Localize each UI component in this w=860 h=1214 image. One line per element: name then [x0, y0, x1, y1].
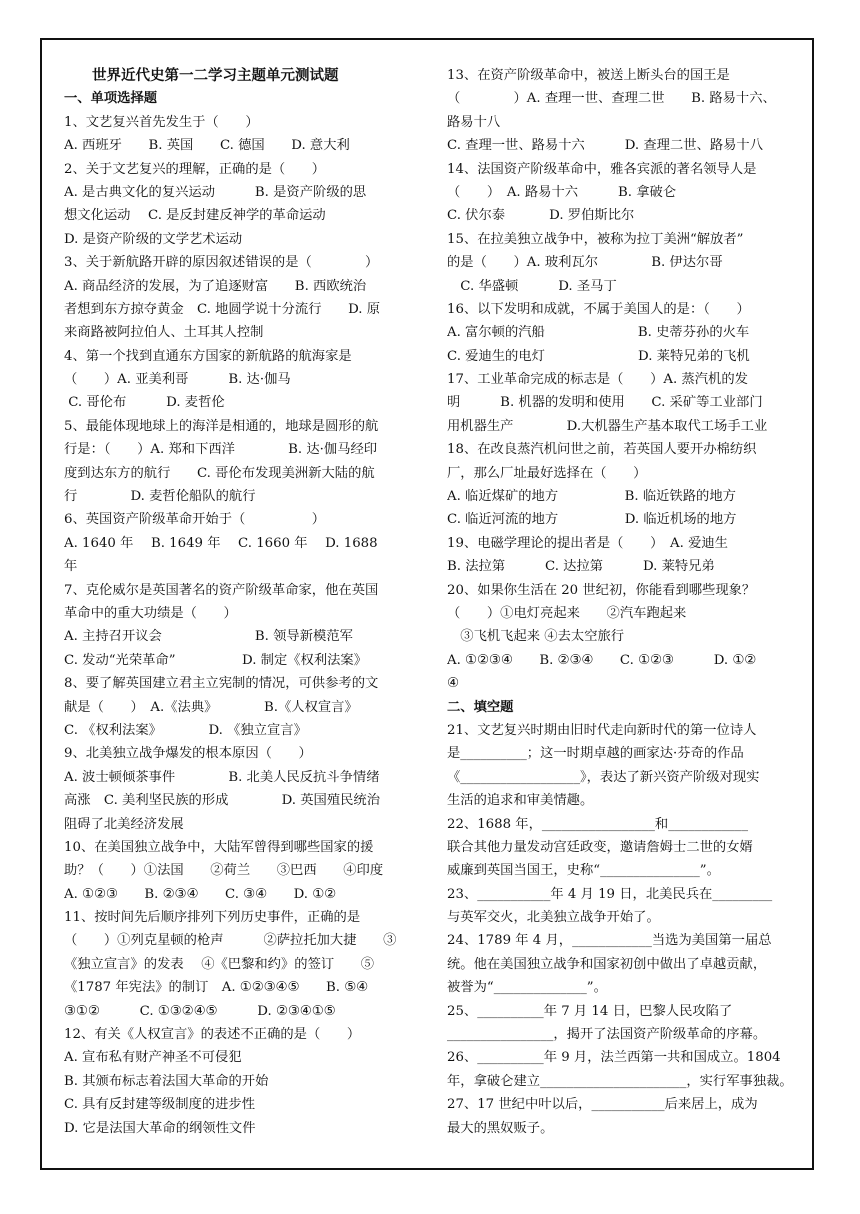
question-6-options: 年 — [64, 559, 78, 575]
question-22: 威廉到英国当国王，史称“_______________”。 — [447, 863, 720, 879]
question-7: 7、克伦威尔是英国著名的资产阶级革命家，他在英国 — [64, 582, 379, 598]
question-16: 16、以下发明和成就，不属于美国人的是：（ ） — [447, 301, 750, 317]
question-2-options: A. 是古典文化的复兴运动 B. 是资产阶级的思 — [64, 184, 367, 200]
question-5-options: 行是：（ ）A. 郑和下西洋 B. 达·伽马经印 — [64, 442, 378, 458]
question-2: 2、关于文艺复兴的理解，正确的是（ ） — [64, 161, 326, 177]
question-9-options: 高涨 C. 美利坚民族的形成 D. 英国殖民统治 — [64, 793, 381, 809]
question-27: 27、17 世纪中叶以后，___________后来居上，成为 — [447, 1097, 758, 1113]
question-7-options: C. 发动“光荣革命” D. 制定《权利法案》 — [64, 652, 368, 668]
question-26: 26、__________年 9 月，法兰西第一共和国成立。1804 — [447, 1050, 781, 1066]
question-1-options: A. 西班牙 B. 英国 C. 德国 D. 意大利 — [64, 138, 350, 154]
question-21: 生活的追求和审美情趣。 — [447, 793, 594, 809]
question-15-options: C. 华盛顿 D. 圣马丁 — [447, 278, 617, 294]
question-3-options: 来商路被阿拉伯人、土耳其人控制 — [64, 325, 264, 341]
question-11: （ ）①列克星顿的枪声 ②萨拉托加大捷 ③ — [64, 933, 397, 949]
question-11: 11、按时间先后顺序排列下列历史事件，正确的是 — [64, 910, 361, 926]
question-13-options: （ ）A. 查理一世、查理二世 B. 路易十六、 — [447, 91, 776, 107]
question-7-options: A. 主持召开议会 B. 领导新模范军 — [64, 629, 353, 645]
question-13-options: 路易十八 — [447, 114, 501, 130]
question-5-options: 行 D. 麦哲伦船队的航行 — [64, 489, 256, 505]
question-21: 是__________；这一时期卓越的画家达·芬奇的作品 — [447, 746, 744, 762]
question-8: 8、要了解英国建立君主立宪制的情况，可供参考的文 — [64, 676, 379, 692]
question-4-options: C. 哥伦布 D. 麦哲伦 — [64, 395, 225, 411]
question-21: 21、文艺复兴时期由旧时代走向新时代的第一位诗人 — [447, 722, 757, 738]
question-12-options: D. 它是法国大革命的纲领性文件 — [64, 1120, 256, 1136]
question-12-options: B. 其颁布标志着法国大革命的开始 — [64, 1073, 269, 1089]
question-7: 革命中的重大功绩是（ ） — [64, 605, 237, 621]
section-heading-choice: 一、单项选择题 — [64, 91, 158, 107]
question-11-options: ③①② C. ①③②④⑤ D. ②③④①⑤ — [64, 1003, 336, 1019]
question-19-options: B. 法拉第 C. 达拉第 D. 莱特兄弟 — [447, 559, 715, 575]
question-20-options: A. ①②③④ B. ②③④ C. ①②③ D. ①② — [447, 652, 757, 668]
question-18-options: C. 临近河流的地方 D. 临近机场的地方 — [447, 512, 737, 528]
question-10: 助？（ ）①法国 ②荷兰 ③巴西 ④印度 — [64, 863, 384, 879]
right-column — [447, 64, 795, 1140]
question-20: ③飞机飞起来 ④去太空旅行 — [447, 629, 625, 645]
question-4-options: （ ）A. 亚美利哥 B. 达·伽马 — [64, 372, 291, 388]
question-27: 最大的黑奴贩子。 — [447, 1120, 554, 1136]
question-10-options: A. ①②③ B. ②③④ C. ③④ D. ①② — [64, 886, 337, 902]
question-25: 25、__________年 7 月 14 日，巴黎人民攻陷了 — [447, 1003, 733, 1019]
question-11-options: 《1787 年宪法》的制订 A. ①②③④⑤ B. ⑤④ — [64, 980, 369, 996]
question-13-options: C. 查理一世、路易十六 D. 查理二世、路易十八 — [447, 138, 764, 154]
question-17-options: 明 B. 机器的发明和使用 C. 采矿等工业部门 — [447, 395, 763, 411]
question-16-options: A. 富尔顿的汽船 B. 史蒂芬孙的火车 — [447, 325, 750, 341]
question-22: 22、1688 年，_________________和____________ — [447, 816, 748, 832]
question-17: 17、工业革命完成的标志是（ ）A. 蒸汽机的发 — [447, 372, 748, 388]
question-9-options: A. 波士顿倾茶事件 B. 北美人民反抗斗争情绪 — [64, 769, 380, 785]
question-18: 18、在改良蒸汽机问世之前，若英国人要开办棉纺织 — [447, 442, 757, 458]
question-20-options: ④ — [447, 676, 459, 692]
question-11: 《独立宣言》的发表 ④《巴黎和约》的签订 ⑤ — [64, 956, 375, 972]
question-10: 10、在美国独立战争中，大陆军曾得到哪些国家的援 — [64, 839, 374, 855]
section-heading-fill: 二、填空题 — [447, 699, 514, 715]
question-9-options: 阻碍了北美经济发展 — [64, 816, 184, 832]
question-18: 厂，那么厂址最好选择在（ ） — [447, 465, 647, 481]
question-8-options: C. 《权利法案》 D. 《独立宣言》 — [64, 722, 307, 738]
question-24: 24、1789 年 4 月，____________当选为美国第一届总 — [447, 933, 772, 949]
left-column — [64, 64, 416, 1140]
question-3-options: 者想到东方掠夺黄金 C. 地圆学说十分流行 D. 原 — [64, 301, 381, 317]
question-16-options: C. 爱迪生的电灯 D. 莱特兄弟的飞机 — [447, 348, 750, 364]
question-3: 3、关于新航路开辟的原因叙述错误的是（ ） — [64, 255, 379, 271]
question-9: 9、北美独立战争爆发的根本原因（ ） — [64, 746, 312, 762]
question-14: 14、法国资产阶级革命中，雅各宾派的著名领导人是 — [447, 161, 757, 177]
question-26: 年，拿破仑建立______________________，实行军事独裁。 — [447, 1073, 793, 1089]
question-6-options: A. 1640 年 B. 1649 年 C. 1660 年 D. 1688 — [64, 535, 378, 551]
question-1: 1、文艺复兴首先发生于（ ） — [64, 114, 259, 130]
question-20: 20、如果你生活在 20 世纪初，你能看到哪些现象？ — [447, 582, 756, 598]
question-20: （ ）①电灯亮起来 ②汽车跑起来 — [447, 605, 687, 621]
question-5-options: 度到达东方的航行 C. 哥伦布发现美洲新大陆的航 — [64, 465, 375, 481]
question-21: 《__________________》，表达了新兴资产阶级对现实 — [447, 769, 760, 785]
question-12-options: A. 宣布私有财产神圣不可侵犯 — [64, 1050, 242, 1066]
question-4: 4、第一个找到直通东方国家的新航路的航海家是 — [64, 348, 352, 364]
question-24: 统。他在美国独立战争和国家初创中做出了卓越贡献， — [447, 956, 767, 972]
question-15-options: 的是（ ）A. 玻利瓦尔 B. 伊达尔哥 — [447, 255, 723, 271]
question-23: 23、___________年 4 月 19 日，北美民兵在_________ — [447, 886, 773, 902]
question-2-options: 想文化运动 C. 是反封建反神学的革命运动 — [64, 208, 326, 224]
question-19: 19、电磁学理论的提出者是（ ） A. 爱迪生 — [447, 535, 728, 551]
question-8-options: 献是（ ） A.《法典》 B.《人权宣言》 — [64, 699, 358, 715]
question-22: 联合其他力量发动宫廷政变，邀请詹姆士二世的女婿 — [447, 839, 753, 855]
question-12-options: C. 具有反封建等级制度的进步性 — [64, 1097, 256, 1113]
question-25: ________________，揭开了法国资产阶级革命的序幕。 — [447, 1027, 767, 1043]
question-24: 被誉为“______________”。 — [447, 980, 607, 996]
question-2-options: D. 是资产阶级的文学艺术运动 — [64, 231, 243, 247]
question-14-options: C. 伏尔泰 D. 罗伯斯比尔 — [447, 208, 635, 224]
question-14-options: （ ） A. 路易十六 B. 拿破仑 — [447, 184, 677, 200]
question-23: 与英军交火，北美独立战争开始了。 — [447, 910, 660, 926]
question-13: 13、在资产阶级革命中，被送上断头台的国王是 — [447, 68, 730, 83]
question-18-options: A. 临近煤矿的地方 B. 临近铁路的地方 — [447, 489, 736, 505]
question-6: 6、英国资产阶级革命开始于（ ） — [64, 512, 326, 528]
document-title: 世界近代史第一二学习主题单元测试题 — [92, 67, 339, 84]
question-15: 15、在拉美独立战争中，被称为拉丁美洲“解放者” — [447, 231, 744, 247]
question-5: 5、最能体现地球上的海洋是相通的，地球是圆形的航 — [64, 418, 379, 434]
question-3-options: A. 商品经济的发展，为了追逐财富 B. 西欧统治 — [64, 278, 367, 294]
question-12: 12、有关《人权宣言》的表述不正确的是（ ） — [64, 1027, 361, 1043]
question-17-options: 用机器生产 D.大机器生产基本取代工场手工业 — [447, 418, 768, 434]
